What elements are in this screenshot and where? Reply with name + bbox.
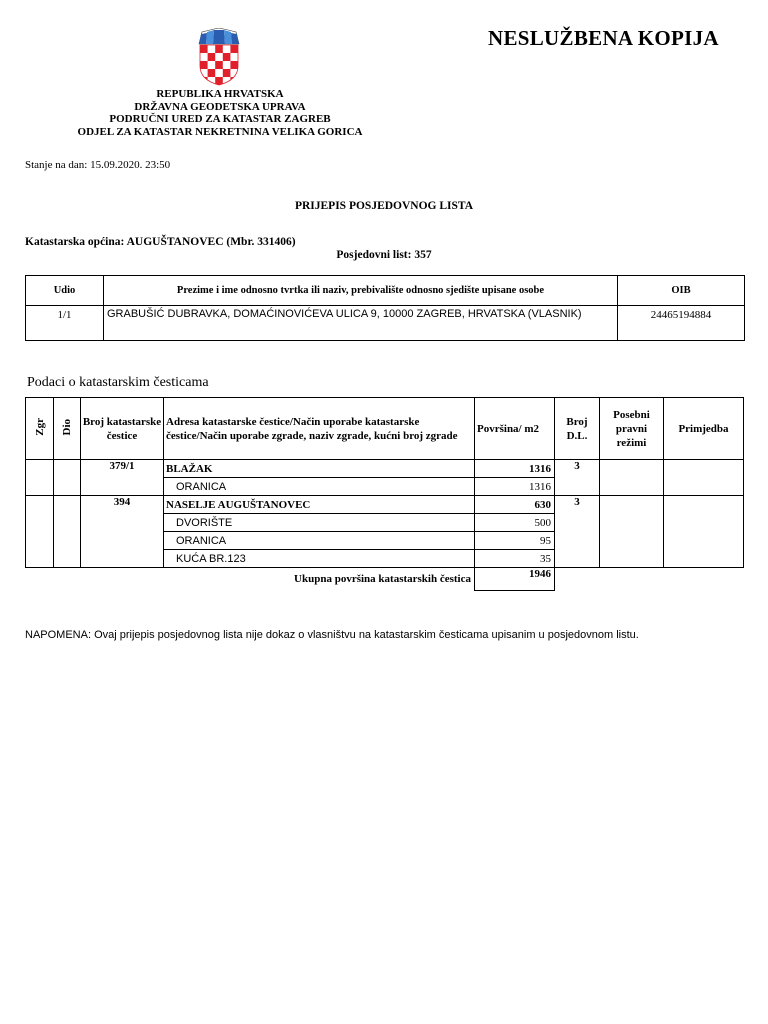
- land-use-label: KUĆA BR.123: [164, 550, 475, 568]
- parcels-header-row: [26, 398, 744, 460]
- column-header-dio: [54, 398, 81, 460]
- parcel-area: 1316: [475, 460, 555, 478]
- owner-name: GRABUŠIĆ DUBRAVKA, DOMAĆINOVIĆEVA ULICA 9, 10000 ZAGREB, HRVATSKA (VLASNIK): [104, 306, 618, 341]
- dio-label: Dio: [61, 418, 73, 436]
- column-header-broj-dl: Broj D.L.: [555, 398, 600, 460]
- parcel-dl: 3: [555, 496, 600, 568]
- column-header-povrsina: Površina/ m2: [475, 398, 555, 460]
- land-use-area: 95: [475, 532, 555, 550]
- header-line: DRŽAVNA GEODETSKA UPRAVA: [134, 100, 306, 113]
- parcel-number: 379/1: [81, 460, 164, 496]
- parcel-address: NASELJE AUGUŠTANOVEC: [164, 496, 475, 514]
- land-use-label: DVORIŠTE: [164, 514, 475, 532]
- owner-oib: 24465194884: [618, 306, 745, 341]
- zgr-cell: [26, 496, 54, 568]
- table-row: [26, 496, 744, 514]
- dio-cell: [54, 496, 81, 568]
- table-row: [26, 306, 745, 341]
- footer-note: NAPOMENA: Ovaj prijepis posjedovnog lista nije dokaz o vlasništvu na katastarskim česticama upisanim u posjedovnom listu.: [25, 629, 639, 641]
- column-header-broj: Broj katastarske čestice: [81, 398, 164, 460]
- parcels-section-title: Podaci o katastarskim česticama: [27, 375, 209, 390]
- total-area-value: 1946: [475, 568, 555, 591]
- zgr-label: Zgr: [33, 418, 46, 436]
- parcel-number: 394: [81, 496, 164, 568]
- column-header-adresa: Adresa katastarske čestice/Način uporabe katastarske čestice/Način uporabe zgrade, naziv zgrade, kućni broj zgrade: [164, 398, 475, 460]
- land-use-area: 1316: [475, 478, 555, 496]
- parcel-dl: 3: [555, 460, 600, 496]
- column-header-posebni: Posebni pravni režimi: [600, 398, 664, 460]
- table-row: [26, 460, 744, 478]
- possession-sheet-number: Posjedovni list: 357: [336, 249, 432, 261]
- total-row-spacer: [555, 568, 744, 591]
- parcel-area: 630: [475, 496, 555, 514]
- dio-cell: [54, 460, 81, 496]
- header-line: REPUBLIKA HRVATSKA: [156, 88, 284, 100]
- cadastral-municipality: Katastarska općina: AUGUŠTANOVEC (Mbr. 331406): [25, 236, 296, 248]
- header-line: PODRUČNI URED ZA KATASTAR ZAGREB: [109, 113, 331, 126]
- primjedba-cell: [664, 496, 744, 568]
- owners-table: [25, 275, 745, 341]
- parcel-address: BLAŽAK: [164, 460, 475, 478]
- zgr-cell: [26, 460, 54, 496]
- land-use-label: ORANICA: [164, 478, 475, 496]
- owners-header-row: [26, 276, 745, 306]
- document-title: PRIJEPIS POSJEDOVNOG LISTA: [294, 200, 474, 212]
- total-row: [26, 568, 744, 591]
- owner-share: 1/1: [26, 306, 104, 341]
- posebni-cell: [600, 496, 664, 568]
- land-use-label: ORANICA: [164, 532, 475, 550]
- land-use-area: 35: [475, 550, 555, 568]
- column-header-udio: Udio: [26, 276, 104, 306]
- total-area-label: Ukupna površina katastarskih čestica: [294, 573, 471, 586]
- parcels-table: [25, 397, 744, 591]
- land-use-area: 500: [475, 514, 555, 532]
- primjedba-cell: [664, 460, 744, 496]
- croatian-coat-of-arms-icon: [197, 28, 241, 86]
- office-header: [40, 88, 400, 138]
- header-line: ODJEL ZA KATASTAR NEKRETNINA VELIKA GORICA: [77, 125, 363, 138]
- posebni-cell: [600, 460, 664, 496]
- column-header-primjedba: Primjedba: [664, 398, 744, 460]
- column-header-zgr: [26, 398, 54, 460]
- status-date: Stanje na dan: 15.09.2020. 23:50: [25, 159, 171, 171]
- column-header-oib: OIB: [618, 276, 745, 306]
- watermark-text: NESLUŽBENA KOPIJA: [488, 26, 719, 50]
- column-header-name: Prezime i ime odnosno tvrtka ili naziv, prebivalište odnosno sjedište upisane osobe: [104, 276, 618, 306]
